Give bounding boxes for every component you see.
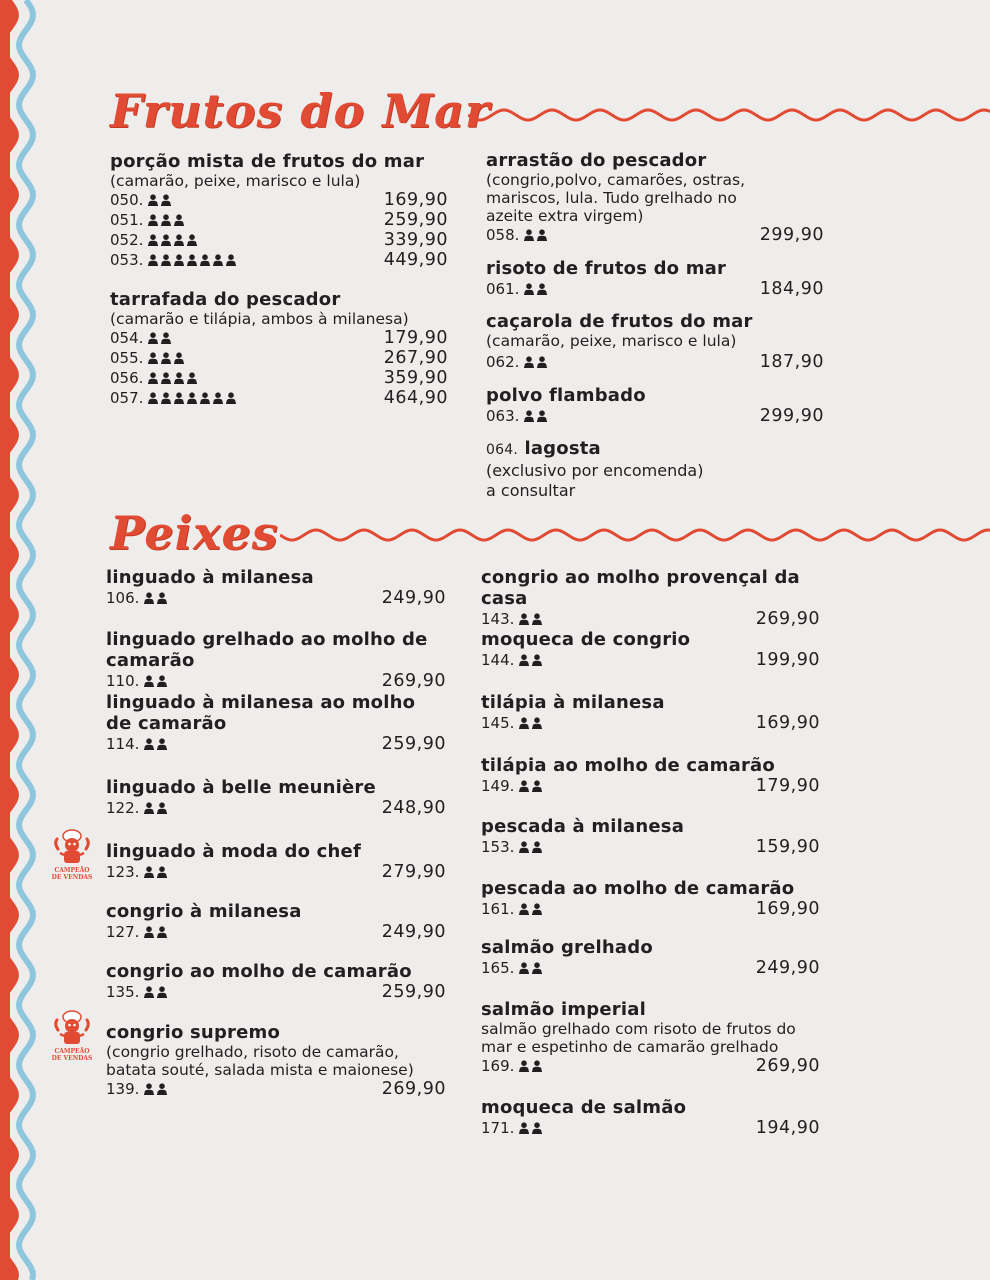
person-icon xyxy=(187,392,197,404)
person-icon xyxy=(524,283,534,295)
price-row xyxy=(481,899,820,919)
person-icon xyxy=(519,1060,529,1072)
price-row xyxy=(110,388,448,408)
person-icon xyxy=(226,254,236,266)
item-code: 123. xyxy=(106,863,140,881)
item-price: 259,90 xyxy=(381,734,446,754)
person-icon xyxy=(532,654,542,666)
decorative-side-stripe xyxy=(0,0,44,1280)
person-icon xyxy=(532,962,542,974)
menu-item xyxy=(106,841,446,882)
title-wave-divider xyxy=(468,103,990,127)
person-icon xyxy=(174,392,184,404)
item-code: 127. xyxy=(106,923,140,941)
price-row xyxy=(110,368,448,388)
menu-item-tarrafada xyxy=(110,289,448,408)
person-icon xyxy=(213,392,223,404)
price-row xyxy=(481,1056,820,1076)
serves-icons xyxy=(148,234,197,246)
item-name: caçarola de frutos do mar xyxy=(486,311,753,332)
person-icon xyxy=(524,410,534,422)
item-description: batata souté, salada mista e maionese) xyxy=(106,1061,414,1079)
serves-icons xyxy=(148,372,197,384)
person-icon xyxy=(144,802,154,814)
item-name: risoto de frutos do mar xyxy=(486,258,727,279)
serves-icons xyxy=(524,229,547,241)
menu-item xyxy=(106,901,446,942)
chef-mascot-icon xyxy=(50,829,94,865)
section-title-peixes: Peixes xyxy=(110,506,279,560)
serves-icons xyxy=(519,717,542,729)
person-icon xyxy=(532,613,542,625)
person-icon xyxy=(161,332,171,344)
menu-item xyxy=(481,692,820,733)
item-code: 064. xyxy=(486,442,518,458)
price-row xyxy=(110,250,448,270)
price-row xyxy=(106,1079,446,1099)
price-row xyxy=(110,348,448,368)
item-code: 058. xyxy=(486,226,520,244)
price-row xyxy=(110,230,448,250)
item-name: tarrafada do pescador xyxy=(110,289,341,310)
person-icon xyxy=(157,1083,167,1095)
price-row xyxy=(481,837,820,857)
person-icon xyxy=(537,229,547,241)
item-price: 179,90 xyxy=(383,328,448,348)
item-name: linguado à milanesa xyxy=(106,567,314,588)
person-icon xyxy=(532,1122,542,1134)
person-icon xyxy=(519,962,529,974)
menu-item xyxy=(481,999,820,1076)
item-code: 149. xyxy=(481,777,515,795)
item-code: 165. xyxy=(481,959,515,977)
serves-icons xyxy=(144,592,167,604)
item-code: 169. xyxy=(481,1057,515,1075)
price-row xyxy=(481,958,820,978)
person-icon xyxy=(213,254,223,266)
item-price: 187,90 xyxy=(759,352,824,372)
serves-icons xyxy=(519,654,542,666)
item-code: 062. xyxy=(486,353,520,371)
serves-icons xyxy=(519,1060,542,1072)
item-code: 143. xyxy=(481,610,515,628)
item-code: 063. xyxy=(486,407,520,425)
serves-icons xyxy=(519,780,542,792)
menu-item xyxy=(106,567,446,608)
item-name: pescada à milanesa xyxy=(481,816,685,837)
person-icon xyxy=(148,194,158,206)
price-row xyxy=(106,798,446,818)
person-icon xyxy=(200,254,210,266)
person-icon xyxy=(148,214,158,226)
price-row xyxy=(486,406,824,426)
item-price: 199,90 xyxy=(755,650,820,670)
person-icon xyxy=(148,392,158,404)
item-name: congrio ao molho provençal da casa xyxy=(481,567,800,609)
item-price: 194,90 xyxy=(755,1118,820,1138)
person-icon xyxy=(174,372,184,384)
item-price: 249,90 xyxy=(381,922,446,942)
menu-item xyxy=(106,1022,446,1099)
item-code: 050. xyxy=(110,191,144,209)
item-name: linguado à belle meunière xyxy=(106,777,376,798)
serves-icons xyxy=(519,1122,542,1134)
item-price-text: a consultar xyxy=(486,481,576,500)
title-wave-divider xyxy=(280,523,990,547)
person-icon xyxy=(519,903,529,915)
item-price: 259,90 xyxy=(381,982,446,1002)
serves-icons xyxy=(148,332,171,344)
item-name: porção mista de frutos do mar xyxy=(110,151,425,172)
person-icon xyxy=(144,926,154,938)
person-icon xyxy=(524,356,534,368)
item-code: 139. xyxy=(106,1080,140,1098)
serves-icons xyxy=(519,841,542,853)
item-price: 169,90 xyxy=(755,713,820,733)
item-code: 056. xyxy=(110,369,144,387)
serves-icons xyxy=(144,675,167,687)
serves-icons xyxy=(144,1083,167,1095)
person-icon xyxy=(148,254,158,266)
person-icon xyxy=(174,214,184,226)
menu-item xyxy=(106,692,446,754)
menu-item-cacarola xyxy=(486,311,824,374)
item-description: (exclusivo por encomenda) xyxy=(486,461,704,480)
item-name: polvo flambado xyxy=(486,385,646,406)
item-name: linguado à milanesa ao molho xyxy=(106,692,416,713)
menu-item xyxy=(106,961,446,1002)
price-row xyxy=(481,776,820,796)
item-code: 054. xyxy=(110,329,144,347)
item-code: 122. xyxy=(106,799,140,817)
item-price: 249,90 xyxy=(755,958,820,978)
serves-icons xyxy=(148,392,236,404)
person-icon xyxy=(148,372,158,384)
person-icon xyxy=(161,234,171,246)
menu-item xyxy=(481,937,820,978)
item-name: arrastão do pescador xyxy=(486,150,707,171)
serves-icons xyxy=(144,738,167,750)
item-name: congrio à milanesa xyxy=(106,901,302,922)
person-icon xyxy=(174,234,184,246)
person-icon xyxy=(157,738,167,750)
item-description: (camarão e tilápia, ambos à milanesa) xyxy=(110,310,409,328)
person-icon xyxy=(519,613,529,625)
price-row xyxy=(106,671,446,691)
item-name: salmão imperial xyxy=(481,999,646,1020)
person-icon xyxy=(144,592,154,604)
item-name: lagosta xyxy=(524,438,601,459)
price-row xyxy=(106,588,446,608)
serves-icons xyxy=(148,194,171,206)
item-description: (camarão, peixe, marisco e lula) xyxy=(486,332,737,350)
menu-item xyxy=(481,755,820,796)
item-code: 153. xyxy=(481,838,515,856)
item-code: 057. xyxy=(110,389,144,407)
menu-item xyxy=(481,629,820,670)
person-icon xyxy=(532,903,542,915)
item-code: 106. xyxy=(106,589,140,607)
price-row xyxy=(486,225,824,245)
item-description: azeite extra virgem) xyxy=(486,207,644,225)
person-icon xyxy=(187,372,197,384)
item-price: 169,90 xyxy=(383,190,448,210)
item-price: 359,90 xyxy=(383,368,448,388)
menu-item xyxy=(481,1097,820,1138)
item-code: 114. xyxy=(106,735,140,753)
person-icon xyxy=(161,352,171,364)
serves-icons xyxy=(144,802,167,814)
serves-icons xyxy=(519,903,542,915)
menu-item-arrastao xyxy=(486,150,824,245)
serves-icons xyxy=(148,214,184,226)
menu-item xyxy=(106,777,446,818)
person-icon xyxy=(532,841,542,853)
menu-item xyxy=(106,629,446,691)
person-icon xyxy=(157,675,167,687)
person-icon xyxy=(174,352,184,364)
serves-icons xyxy=(519,613,542,625)
serves-icons xyxy=(144,866,167,878)
person-icon xyxy=(157,592,167,604)
person-icon xyxy=(519,1122,529,1134)
person-icon xyxy=(226,392,236,404)
serves-icons xyxy=(144,986,167,998)
item-price: 269,90 xyxy=(381,1079,446,1099)
price-row xyxy=(486,279,824,299)
item-price: 259,90 xyxy=(383,210,448,230)
price-row xyxy=(110,190,448,210)
person-icon xyxy=(157,986,167,998)
menu-item-polvo xyxy=(486,385,824,426)
item-code: 051. xyxy=(110,211,144,229)
item-code: 135. xyxy=(106,983,140,1001)
item-name: salmão grelhado xyxy=(481,937,653,958)
item-name: linguado grelhado ao molho de camarão xyxy=(106,629,428,671)
person-icon xyxy=(532,780,542,792)
serves-icons xyxy=(144,926,167,938)
item-price: 184,90 xyxy=(759,279,824,299)
item-description: (congrio grelhado, risoto de camarão, xyxy=(106,1043,399,1061)
item-name: moqueca de salmão xyxy=(481,1097,687,1118)
item-code: 161. xyxy=(481,900,515,918)
serves-icons xyxy=(148,352,184,364)
serves-icons xyxy=(519,962,542,974)
person-icon xyxy=(157,802,167,814)
item-code: 053. xyxy=(110,251,144,269)
person-icon xyxy=(148,332,158,344)
person-icon xyxy=(157,866,167,878)
item-name: moqueca de congrio xyxy=(481,629,691,650)
item-price: 269,90 xyxy=(755,1056,820,1076)
person-icon xyxy=(144,986,154,998)
person-icon xyxy=(161,194,171,206)
item-description: salmão grelhado com risoto de frutos do xyxy=(481,1020,796,1038)
price-row xyxy=(106,982,446,1002)
item-name: de camarão xyxy=(106,713,227,734)
item-code: 055. xyxy=(110,349,144,367)
person-icon xyxy=(187,234,197,246)
item-name: pescada ao molho de camarão xyxy=(481,878,795,899)
person-icon xyxy=(537,356,547,368)
menu-item xyxy=(481,816,820,857)
person-icon xyxy=(187,254,197,266)
item-price: 269,90 xyxy=(755,609,820,629)
item-price: 159,90 xyxy=(755,837,820,857)
item-name: tilápia ao molho de camarão xyxy=(481,755,775,776)
price-row xyxy=(106,734,446,754)
item-description: mar e espetinho de camarão grelhado xyxy=(481,1038,779,1056)
person-icon xyxy=(144,738,154,750)
serves-icons xyxy=(148,254,236,266)
badge-label: CAMPEÃO DE VENDAS xyxy=(51,1048,93,1062)
item-price: 279,90 xyxy=(381,862,446,882)
item-price: 464,90 xyxy=(383,388,448,408)
item-price: 267,90 xyxy=(383,348,448,368)
best-seller-badge xyxy=(50,1010,94,1062)
price-row xyxy=(110,328,448,348)
price-row xyxy=(481,1118,820,1138)
item-price: 249,90 xyxy=(381,588,446,608)
person-icon xyxy=(144,675,154,687)
item-code: 145. xyxy=(481,714,515,732)
person-icon xyxy=(148,352,158,364)
person-icon xyxy=(519,780,529,792)
item-price: 179,90 xyxy=(755,776,820,796)
section-title-frutos-do-mar: Frutos do Mar xyxy=(110,84,491,138)
person-icon xyxy=(148,234,158,246)
person-icon xyxy=(519,841,529,853)
person-icon xyxy=(532,717,542,729)
item-code: 052. xyxy=(110,231,144,249)
item-name: congrio ao molho de camarão xyxy=(106,961,412,982)
person-icon xyxy=(157,926,167,938)
person-icon xyxy=(537,283,547,295)
serves-icons xyxy=(524,283,547,295)
person-icon xyxy=(161,214,171,226)
person-icon xyxy=(161,392,171,404)
price-row xyxy=(486,350,824,374)
item-code: 110. xyxy=(106,672,140,690)
menu-item xyxy=(481,567,820,629)
price-row xyxy=(110,210,448,230)
item-description: (camarão, peixe, marisco e lula) xyxy=(110,172,361,190)
item-price: 449,90 xyxy=(383,250,448,270)
price-row xyxy=(481,650,820,670)
price-row xyxy=(481,609,820,629)
person-icon xyxy=(174,254,184,266)
item-price: 169,90 xyxy=(755,899,820,919)
menu-item-risoto xyxy=(486,258,824,299)
menu-item xyxy=(481,878,820,919)
item-name: congrio supremo xyxy=(106,1022,281,1043)
person-icon xyxy=(537,410,547,422)
item-price: 339,90 xyxy=(383,230,448,250)
serves-icons xyxy=(524,410,547,422)
person-icon xyxy=(519,654,529,666)
price-row xyxy=(106,862,446,882)
serves-icons xyxy=(524,356,547,368)
price-row xyxy=(481,713,820,733)
menu-item-porcao-mista xyxy=(110,151,448,270)
person-icon xyxy=(144,866,154,878)
person-icon xyxy=(524,229,534,241)
item-name: linguado à moda do chef xyxy=(106,841,361,862)
chef-mascot-icon xyxy=(50,1010,94,1046)
item-price: 299,90 xyxy=(759,406,824,426)
item-name: tilápia à milanesa xyxy=(481,692,665,713)
item-description: mariscos, lula. Tudo grelhado no xyxy=(486,189,737,207)
item-description: (congrio,polvo, camarões, ostras, xyxy=(486,171,746,189)
item-code: 171. xyxy=(481,1119,515,1137)
person-icon xyxy=(519,717,529,729)
item-code: 061. xyxy=(486,280,520,298)
person-icon xyxy=(532,1060,542,1072)
person-icon xyxy=(200,392,210,404)
person-icon xyxy=(161,254,171,266)
item-code: 144. xyxy=(481,651,515,669)
person-icon xyxy=(161,372,171,384)
item-price: 248,90 xyxy=(381,798,446,818)
person-icon xyxy=(144,1083,154,1095)
best-seller-badge xyxy=(50,829,94,881)
item-price: 299,90 xyxy=(759,225,824,245)
price-row xyxy=(106,922,446,942)
item-price: 269,90 xyxy=(381,671,446,691)
menu-item-lagosta xyxy=(486,438,824,501)
badge-label: CAMPEÃO DE VENDAS xyxy=(51,867,93,881)
